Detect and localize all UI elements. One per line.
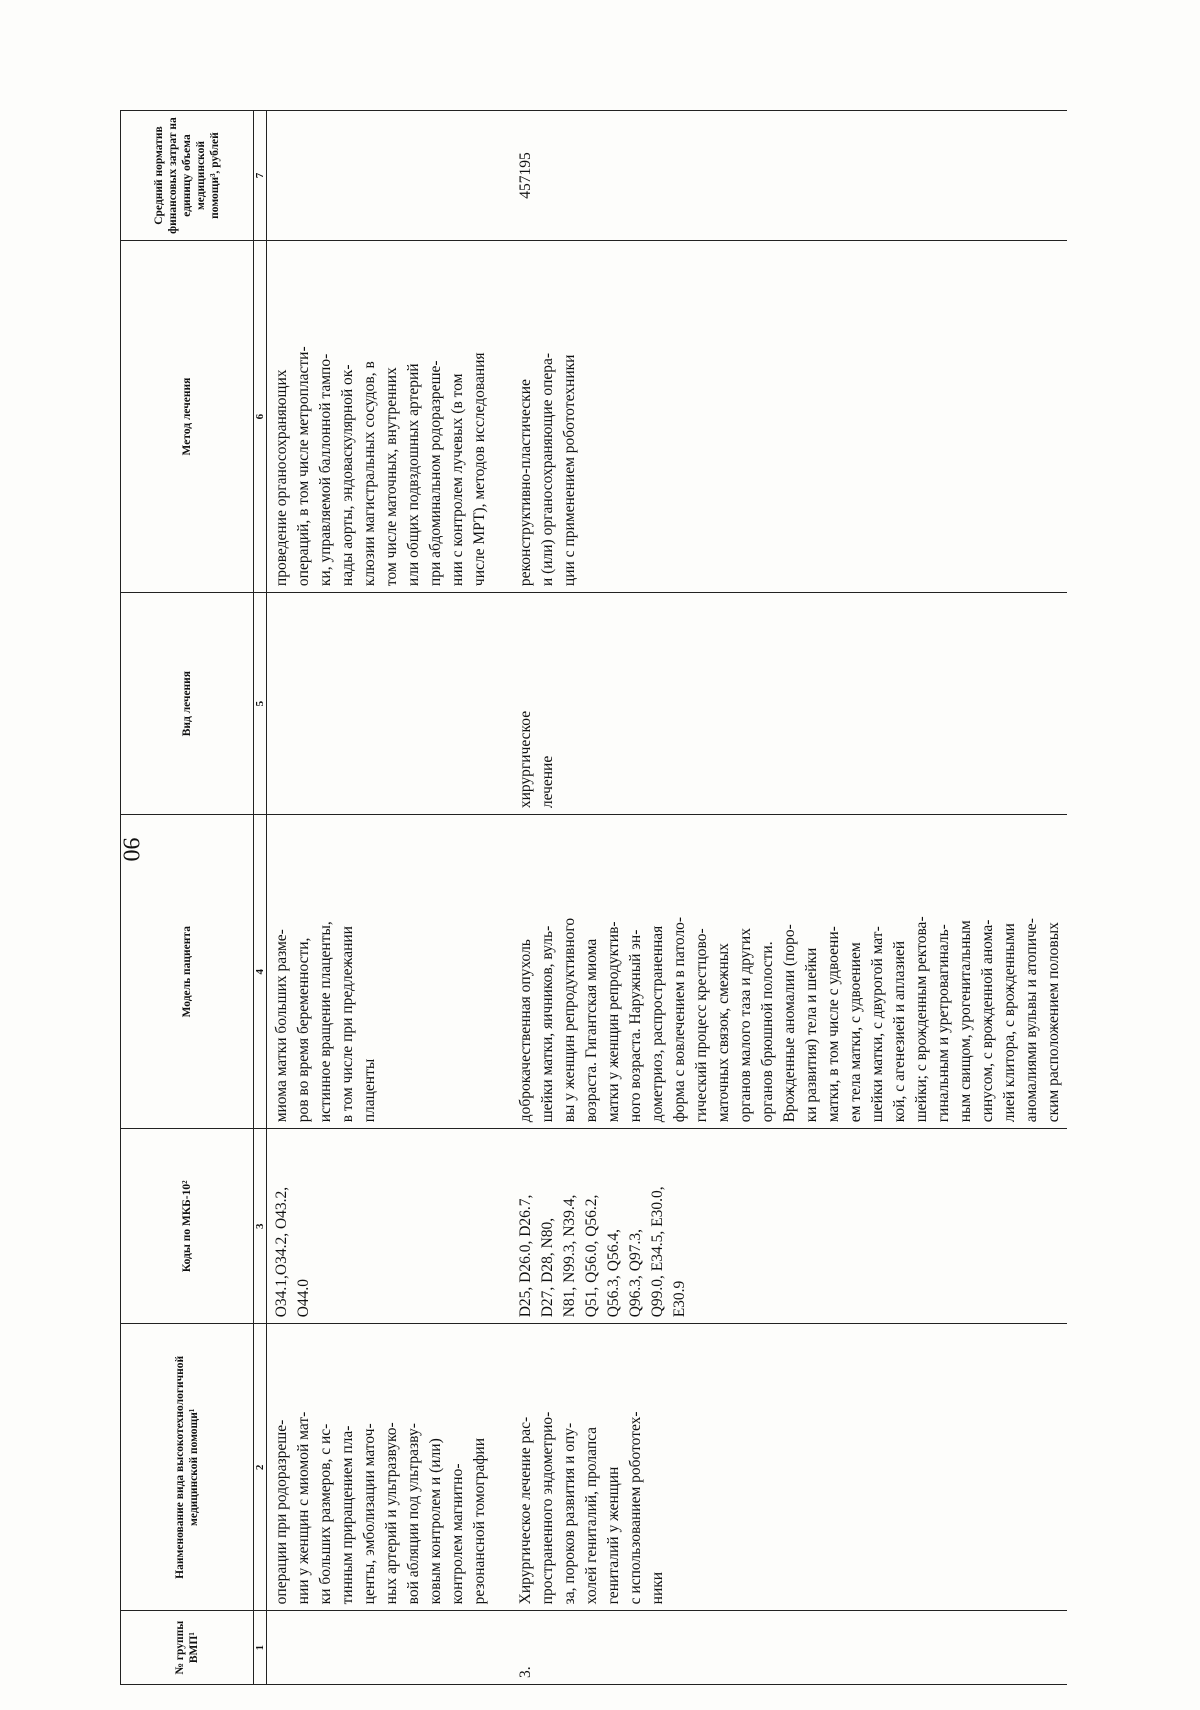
header-icd-codes: Коды по МКБ-10² — [121, 1129, 254, 1324]
text-line: плаценты — [361, 1058, 378, 1123]
text-line: N81, N99.3, N39.4, — [561, 1194, 578, 1318]
column-number: 2 — [254, 1324, 267, 1611]
icd-codes-cell — [267, 1129, 494, 1324]
text-line: матки у женщин репродуктив- — [605, 921, 622, 1123]
text-line: шейки матки, с двурогой мат- — [869, 926, 886, 1123]
text-line: O44.0 — [295, 1278, 312, 1318]
text-line: тинным приращением пла- — [339, 1425, 356, 1605]
text-line: вы у женщин репродуктивного — [561, 917, 578, 1123]
treatment-type-cell — [493, 593, 1067, 815]
column-number: 5 — [254, 593, 267, 815]
text-line: матки, в том числе с удвоени- — [825, 926, 842, 1123]
header-cost-standard: Средний норматив финансовых затрат на единицу объема медицинской помощи³, рублей — [121, 111, 254, 241]
text-line: ковым контролем и (или) — [427, 1438, 444, 1605]
text-line: гический процесс крестцово- — [693, 928, 710, 1123]
text-line: контролем магнитно- — [449, 1463, 466, 1605]
treatment-method-cell — [493, 241, 1067, 593]
text-line: ного возраста. Наружный эн- — [627, 929, 644, 1123]
treatment-method-cell — [267, 241, 494, 593]
header-patient-model: Модель пациента — [121, 815, 254, 1129]
patient-model-cell — [493, 815, 1067, 1129]
group-number-cell — [267, 1611, 494, 1685]
text-line: том числе маточных, внутренних — [383, 367, 400, 587]
text-line: нады аорты, эндоваскулярной ок- — [339, 364, 356, 587]
vmp-name-cell — [493, 1324, 1067, 1611]
text-line: Q96.3, Q97.3, — [627, 1229, 644, 1318]
text-line: D27, D28, N80, — [539, 1217, 556, 1318]
text-line: возраста. Гигантская миома — [583, 938, 600, 1123]
header-vmp-name: Наименование вида высокотехнологичной медицинской помощи¹ — [121, 1324, 254, 1611]
text-line: числе МРТ), методов исследования — [471, 352, 488, 587]
text-line: Хирургическое лечение рас- — [517, 1416, 534, 1605]
text-line: ским расположением половых — [1045, 922, 1062, 1123]
column-number: 6 — [254, 241, 267, 593]
header-group-number: № группы ВМП¹ — [121, 1611, 254, 1685]
text-line: маточных связок, смежных — [715, 943, 732, 1123]
column-number-row — [254, 111, 267, 1685]
text-line: гениталий у женщин — [605, 1466, 622, 1605]
text-line: D25, D26.0, D26.7, — [517, 1194, 534, 1318]
text-line: Врожденные аномалии (поро- — [781, 924, 798, 1123]
patient-model-cell — [267, 815, 494, 1129]
text-line: нии у женщин с миомой мат- — [295, 1411, 312, 1605]
text-line: резонансной томографии — [471, 1437, 488, 1605]
text-line: ки больших размеров, с ис- — [317, 1423, 334, 1605]
rotated-table-area — [120, 110, 1080, 1685]
text-line: шейки; с врожденным ректова- — [913, 916, 930, 1123]
text-line: шейки матки, яичников, вуль- — [539, 925, 556, 1123]
text-line: и (или) органосохраняющие опера- — [539, 352, 556, 587]
vmp-table — [120, 110, 1067, 1685]
text-line: ки развития) тела и шейки — [803, 947, 820, 1123]
text-line: ных артерий и ультразвуко- — [383, 1422, 400, 1605]
text-line: аномалиями вульвы и атопиче- — [1023, 918, 1040, 1123]
text-line: кой, с агенезией и аплазией — [891, 940, 908, 1123]
text-line: ров во время беременности, — [295, 937, 312, 1123]
text-line: Q51, Q56.0, Q56.2, — [583, 1194, 600, 1318]
vmp-name-cell — [267, 1324, 494, 1611]
text-line: гинальным и уретровагиналь- — [935, 924, 952, 1123]
table-wrapper — [120, 110, 1080, 1685]
text-line: вой абляции под ультразву- — [405, 1423, 422, 1605]
text-line: синусом, с врожденной анома- — [979, 919, 996, 1123]
text-line: E30.9 — [671, 1280, 688, 1318]
column-number: 3 — [254, 1129, 267, 1324]
table-row — [493, 111, 1067, 1685]
group-number-cell: 3. — [493, 1611, 1067, 1685]
text-line: дометриоз, распространенная — [649, 925, 666, 1123]
text-line: ем тела матки, с удвоением — [847, 942, 864, 1123]
treatment-type-cell — [267, 593, 494, 815]
text-line: операции при родоразреше- — [273, 1419, 290, 1605]
text-line: с использованием робототех- — [627, 1411, 644, 1605]
text-line: или общих подвздошных артерий — [405, 363, 422, 587]
text-line: O34.1,O34.2, O43.2, — [273, 1186, 290, 1318]
text-line: ции с применением робототехники — [561, 354, 578, 587]
text-line: Q56.3, Q56.4, — [605, 1229, 622, 1318]
header-row — [121, 111, 254, 1685]
text-line: операций, в том числе метропласти- — [295, 346, 312, 587]
text-line: ным свищом, урогенитальным — [957, 920, 974, 1123]
text-line: нии с контролем лучевых (в том — [449, 373, 466, 587]
text-line: клюзии магистральных сосудов, в — [361, 361, 378, 587]
cost-cell — [267, 111, 494, 241]
table-row — [267, 111, 494, 1685]
text-line: ники — [649, 1571, 666, 1605]
column-number: 7 — [254, 111, 267, 241]
text-line: пространенного эндометрио- — [539, 1411, 556, 1605]
column-number: 1 — [254, 1611, 267, 1685]
text-line: в том числе при предлежании — [339, 926, 356, 1123]
icd-codes-cell — [493, 1129, 1067, 1324]
text-line: при абдоминальном родоразреше- — [427, 360, 444, 587]
text-line: миома матки больших разме- — [273, 929, 290, 1123]
text-line: форма с вовлечением в патоло- — [671, 916, 688, 1123]
text-line: центы, эмболизации маточ- — [361, 1423, 378, 1605]
text-line: холей гениталий, пролапса — [583, 1426, 600, 1605]
text-line: органов брюшной полости. — [759, 941, 776, 1123]
text-line: лечение — [539, 755, 556, 809]
text-line: хирургическое — [517, 710, 534, 809]
header-treatment-type: Вид лечения — [121, 593, 254, 815]
header-treatment-method: Метод лечения — [121, 241, 254, 593]
text-line: лией клитора, с врожденными — [1001, 923, 1018, 1123]
text-line: органов малого таза и других — [737, 928, 754, 1123]
column-number: 4 — [254, 815, 267, 1129]
text-line: проведение органосохраняющих — [273, 369, 290, 587]
text-line: за, пороков развития и опу- — [561, 1422, 578, 1605]
page-number: 90 — [117, 837, 144, 862]
text-line: ки, управляемой баллонной тампо- — [317, 353, 334, 587]
text-line: доброкачественная опухоль — [517, 939, 534, 1123]
text-line: Q99.0, E34.5, E30.0, — [649, 1186, 666, 1318]
text-line: реконструктивно-пластические — [517, 379, 534, 587]
text-line: истинное вращение плаценты, — [317, 921, 334, 1123]
cost-cell: 457195 — [493, 111, 1067, 241]
